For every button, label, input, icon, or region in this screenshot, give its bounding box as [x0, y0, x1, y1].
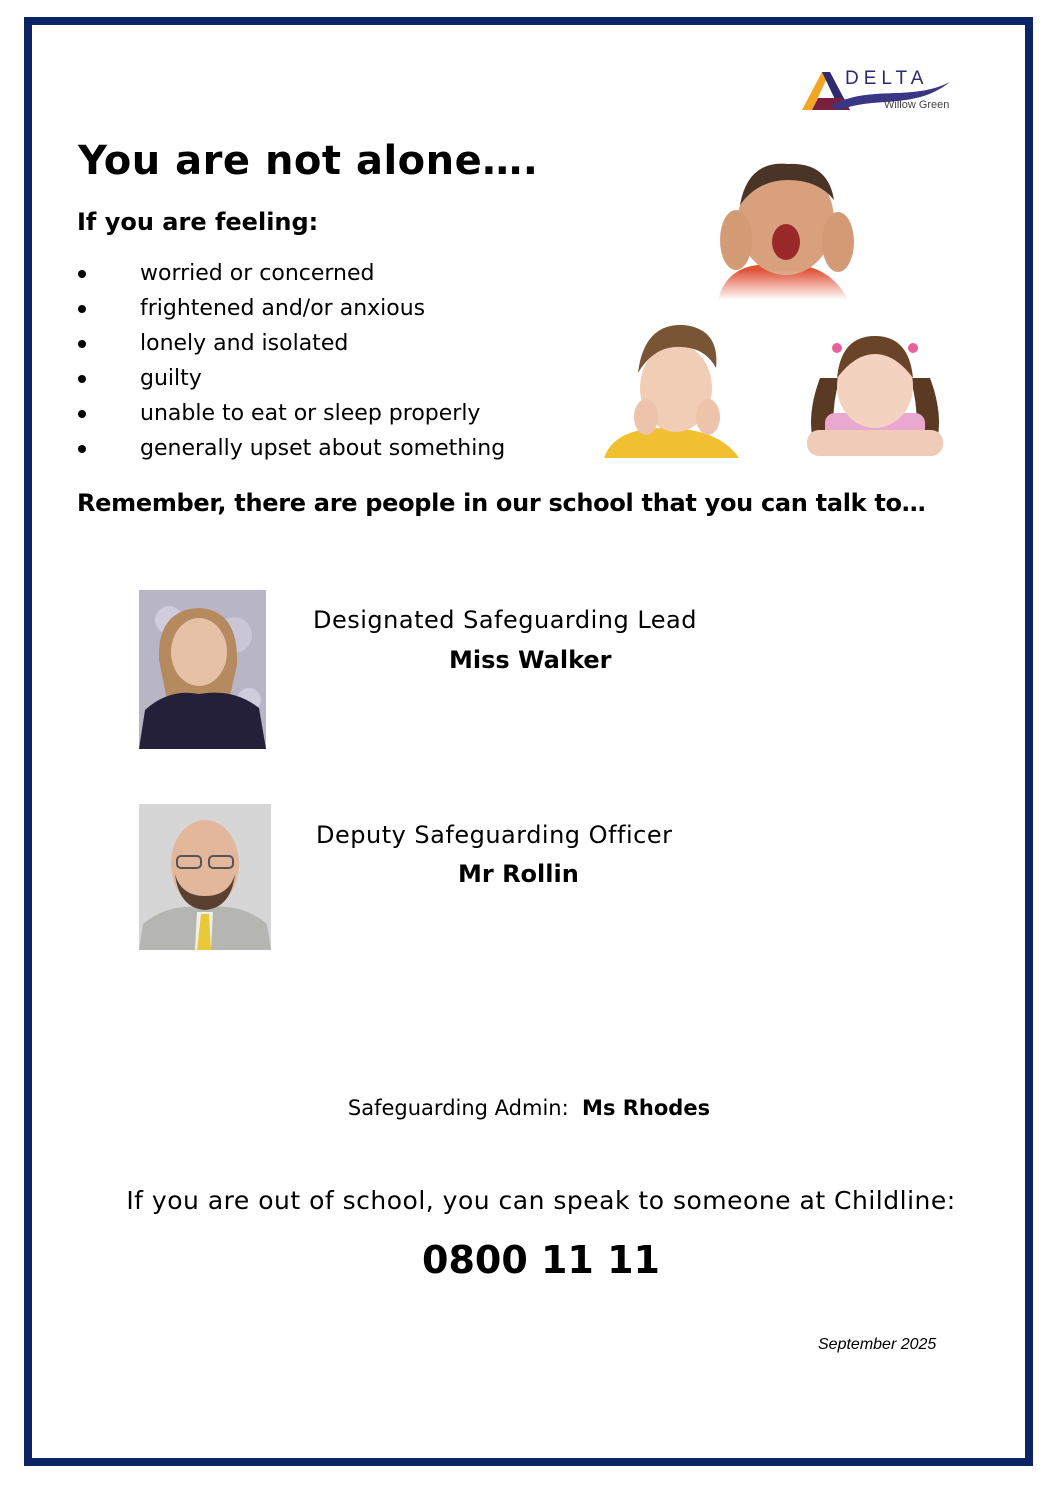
page-title: You are not alone….	[78, 138, 539, 184]
bullet-icon	[78, 270, 86, 278]
safeguarding-admin	[0, 1096, 1058, 1120]
bullet-icon	[78, 445, 86, 453]
childline-text: If you are out of school, you can speak to someone at Childline:	[126, 1186, 956, 1215]
list-item: lonely and isolated	[74, 329, 505, 364]
bullet-icon	[78, 340, 86, 348]
bullet-icon	[78, 305, 86, 313]
shouting-child-image	[668, 150, 898, 300]
staff-photo-man	[139, 804, 271, 950]
list-item: generally upset about something	[74, 434, 505, 469]
sad-girl-image	[795, 318, 955, 460]
sad-boy-image	[604, 313, 739, 458]
staff-role: Deputy Safeguarding Officer	[316, 821, 673, 849]
feelings-list	[74, 259, 505, 469]
childline-phone: 0800 11 11	[422, 1238, 660, 1282]
staff-role: Designated Safeguarding Lead	[313, 606, 697, 634]
logo-subtitle: Willow Green	[884, 99, 950, 111]
remember-statement: Remember, there are people in our school that you can talk to…	[77, 489, 926, 517]
staff-name: Mr Rollin	[458, 860, 579, 888]
logo-wordmark: DELTA	[845, 68, 929, 89]
list-item: unable to eat or sleep properly	[74, 399, 505, 434]
list-item: worried or concerned	[74, 259, 505, 294]
document-date: September 2025	[818, 1336, 937, 1353]
admin-name: Ms Rhodes	[582, 1096, 711, 1120]
bullet-icon	[78, 410, 86, 418]
admin-label: Safeguarding Admin:	[347, 1096, 569, 1120]
list-item: guilty	[74, 364, 505, 399]
bullet-icon	[78, 375, 86, 383]
feelings-heading: If you are feeling:	[77, 208, 319, 236]
staff-photo-woman	[139, 590, 266, 749]
list-item: frightened and/or anxious	[74, 294, 505, 329]
staff-name: Miss Walker	[449, 646, 612, 674]
